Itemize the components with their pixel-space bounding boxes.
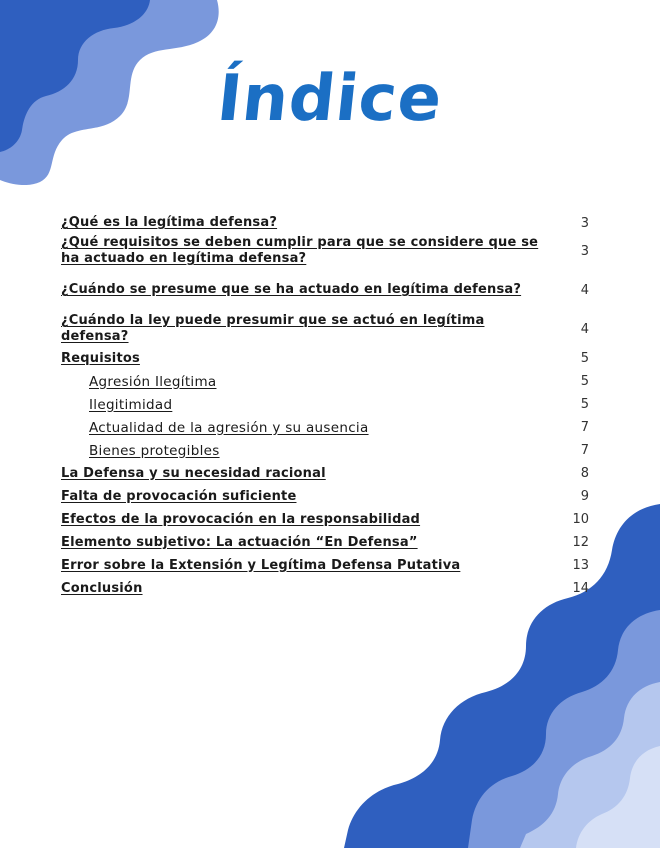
toc-entry-label[interactable]: Elemento subjetivo: La actuación “En Defensa”: [61, 534, 418, 550]
toc-entry-label[interactable]: Requisitos: [61, 350, 140, 366]
toc-entry-page: 14: [572, 581, 589, 596]
toc-entry[interactable]: [61, 577, 589, 600]
toc-entry-label[interactable]: Bienes protegibles: [89, 442, 220, 459]
toc-entry-page: 12: [572, 535, 589, 550]
toc-entry-page: 5: [580, 374, 589, 389]
toc-entry[interactable]: [61, 462, 589, 485]
toc-entry-label[interactable]: ¿Cuándo la ley puede presumir que se actuó en legítima defensa?: [61, 313, 485, 344]
toc-entry[interactable]: [61, 347, 589, 370]
page-title: Índice: [213, 62, 447, 136]
toc-entry-label[interactable]: ¿Cuándo se presume que se ha actuado en legítima defensa?: [61, 282, 522, 297]
toc-entry-label[interactable]: Efectos de la provocación en la responsabilidad: [61, 511, 421, 527]
toc-entry-page: 8: [580, 466, 589, 481]
toc-entry-label[interactable]: Ilegitimidad: [89, 396, 173, 413]
table-of-contents: [61, 213, 589, 600]
toc-entry[interactable]: [61, 554, 589, 577]
toc-entry[interactable]: [61, 213, 589, 233]
toc-entry-label[interactable]: Falta de provocación suficiente: [61, 488, 297, 504]
toc-entry-label[interactable]: ¿Qué requisitos se deben cumplir para que se considere que se ha actuado en legítima defensa?: [61, 235, 539, 266]
toc-entry-page: 4: [580, 282, 589, 298]
toc-entry-page: 7: [580, 420, 589, 435]
toc-entry-page: 5: [580, 397, 589, 412]
toc-entry[interactable]: [61, 233, 589, 269]
toc-entry[interactable]: [61, 311, 589, 347]
toc-entry-label[interactable]: Error sobre la Extensión y Legítima Defensa Putativa: [61, 557, 461, 573]
toc-entry-label[interactable]: Agresión Ilegítima: [89, 373, 217, 390]
toc-entry[interactable]: [61, 393, 589, 416]
toc-entry-label[interactable]: Conclusión: [61, 580, 143, 596]
toc-entry[interactable]: [61, 508, 589, 531]
toc-entry-page: 5: [580, 351, 589, 366]
toc-entry[interactable]: [61, 416, 589, 439]
toc-entry[interactable]: [61, 439, 589, 462]
toc-entry-page: 10: [572, 512, 589, 527]
toc-entry[interactable]: [61, 485, 589, 508]
toc-entry[interactable]: [61, 269, 589, 311]
toc-entry-page: 3: [580, 243, 589, 259]
toc-entry-page: 7: [580, 443, 589, 458]
toc-entry[interactable]: [61, 531, 589, 554]
toc-entry-page: 4: [580, 321, 589, 337]
toc-entry[interactable]: [61, 370, 589, 393]
toc-entry-page: 13: [572, 558, 589, 573]
toc-entry-page: 3: [580, 215, 589, 231]
toc-entry-label[interactable]: La Defensa y su necesidad racional: [61, 465, 326, 481]
toc-entry-page: 9: [580, 489, 589, 504]
toc-entry-label[interactable]: Actualidad de la agresión y su ausencia: [89, 419, 369, 436]
toc-entry-label[interactable]: ¿Qué es la legítima defensa?: [61, 215, 278, 230]
